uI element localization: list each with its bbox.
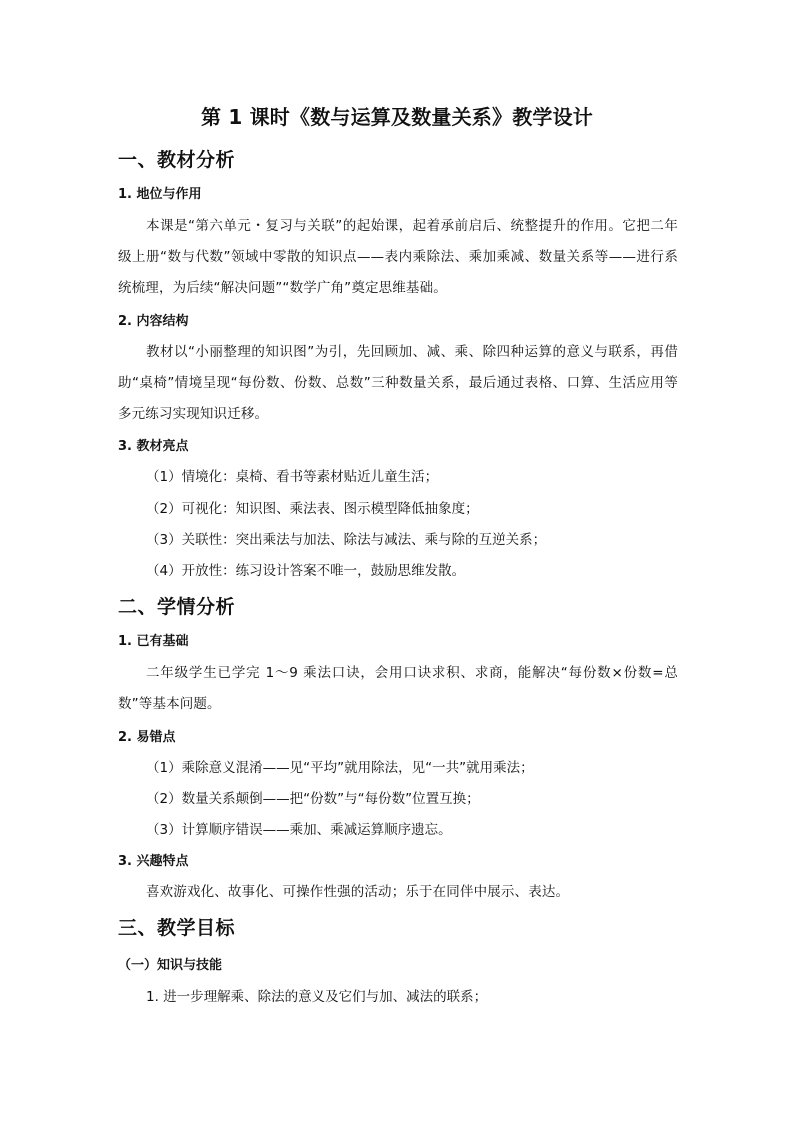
subheading-position-role: 1. 地位与作用 [118,187,202,202]
paragraph-existing-foundation: 二年级学生已学完 1～9 乘法口诀，会用口诀求积、求商，能解决“每份数×份数=总数”等基本问题。 [118,665,678,712]
error-prone-item: （1）乘除意义混淆——见“平均”就用除法，见“一共”就用乘法； [146,760,534,776]
paragraph-position-role: 本课是“第六单元・复习与关联”的起始课，起着承前启后、统整提升的作用。它把二年级上册“数与代数”领域中零散的知识点——表内乘除法、乘加乘减、数量关系等——进行系统梳理，为后续“解决问题”“数学广角”奠定思维基础。 [118,218,678,296]
objective-item: 1. 进一步理解乘、除法的意义及它们与加、减法的联系； [146,989,488,1005]
section-heading-learner-analysis: 二、学情分析 [118,596,236,618]
section-heading-teaching-objectives: 三、教学目标 [118,917,236,939]
error-prone-item: （2）数量关系颠倒——把“份数”与“每份数”位置互换； [146,791,480,807]
error-prone-item: （3）计算顺序错误——乘加、乘减运算顺序遗忘。 [146,822,452,838]
subheading-textbook-highlights: 3. 教材亮点 [118,439,189,454]
highlight-item: （3）关联性：突出乘法与加法、除法与减法、乘与除的互逆关系； [146,532,547,548]
document-title: 第 1 课时《数与运算及数量关系》教学设计 [200,105,594,129]
paragraph-interest-traits: 喜欢游戏化、故事化、可操作性强的活动；乐于在同伴中展示、表达。 [146,884,570,900]
subheading-existing-foundation: 1. 已有基础 [118,634,189,649]
subheading-interest-traits: 3. 兴趣特点 [118,854,189,869]
highlight-item: （1）情境化：桌椅、看书等素材贴近儿童生活； [146,469,439,485]
subheading-error-prone-points: 2. 易错点 [118,730,176,745]
paragraph-content-structure: 教材以“小丽整理的知识图”为引，先回顾加、减、乘、除四种运算的意义与联系，再借助“桌椅”情境呈现“每份数、份数、总数”三种数量关系，最后通过表格、口算、生活应用等多元练习实现知识迁移。 [118,344,678,422]
highlight-item: （4）开放性：练习设计答案不唯一，鼓励思维发散。 [146,563,466,579]
section-heading-textbook-analysis: 一、教材分析 [118,149,236,171]
highlight-item: （2）可视化：知识图、乘法表、图示模型降低抽象度； [146,501,479,517]
subheading-content-structure: 2. 内容结构 [118,314,189,329]
subheading-knowledge-skills: （一）知识与技能 [118,958,223,973]
